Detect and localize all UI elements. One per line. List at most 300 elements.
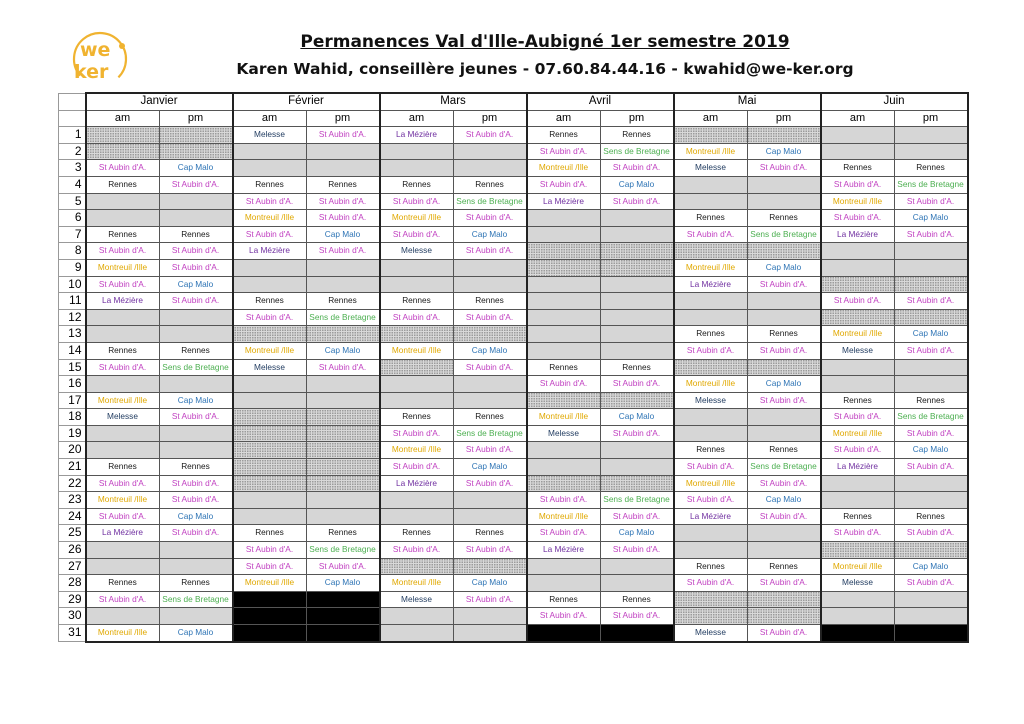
corner-cell (59, 93, 86, 110)
holiday-cell (747, 591, 821, 608)
closed-cell (600, 226, 674, 243)
holiday-cell (821, 542, 895, 559)
closed-cell (233, 160, 307, 177)
nonexistent-day-cell (306, 625, 380, 642)
schedule-cell: St Aubin d'A. (600, 508, 674, 525)
schedule-cell: Montreuil /Ille (380, 342, 454, 359)
table-row (59, 575, 968, 592)
closed-cell (233, 392, 307, 409)
closed-cell (674, 293, 748, 310)
schedule-table (58, 92, 969, 643)
closed-cell (233, 492, 307, 509)
schedule-cell: St Aubin d'A. (894, 425, 968, 442)
schedule-cell: Rennes (527, 359, 601, 376)
schedule-cell: Melesse (821, 575, 895, 592)
closed-cell (380, 492, 454, 509)
schedule-cell: Rennes (380, 176, 454, 193)
closed-cell (821, 475, 895, 492)
schedule-cell: Rennes (86, 176, 160, 193)
schedule-cell: Cap Malo (159, 508, 233, 525)
holiday-cell (527, 475, 601, 492)
schedule-cell: Rennes (86, 226, 160, 243)
table-row (59, 475, 968, 492)
slot-header: am (821, 110, 895, 127)
closed-cell (380, 625, 454, 642)
closed-cell (453, 608, 527, 625)
schedule-cell: Cap Malo (453, 575, 527, 592)
day-number: 18 (59, 409, 86, 426)
schedule-cell: St Aubin d'A. (527, 143, 601, 160)
schedule-cell: Rennes (86, 342, 160, 359)
schedule-cell: St Aubin d'A. (453, 309, 527, 326)
schedule-cell: Rennes (453, 293, 527, 310)
schedule-cell: St Aubin d'A. (894, 575, 968, 592)
closed-cell (86, 326, 160, 343)
schedule-cell: St Aubin d'A. (380, 226, 454, 243)
table-row (59, 542, 968, 559)
holiday-cell (674, 608, 748, 625)
schedule-cell: St Aubin d'A. (233, 226, 307, 243)
closed-cell (821, 143, 895, 160)
holiday-cell (306, 475, 380, 492)
schedule-cell: St Aubin d'A. (747, 625, 821, 642)
closed-cell (674, 525, 748, 542)
schedule-cell: St Aubin d'A. (453, 442, 527, 459)
schedule-cell: Cap Malo (306, 575, 380, 592)
holiday-cell (674, 359, 748, 376)
schedule-cell: Rennes (233, 176, 307, 193)
schedule-cell: Montreuil /Ille (86, 392, 160, 409)
closed-cell (600, 309, 674, 326)
nonexistent-day-cell (306, 608, 380, 625)
day-number: 23 (59, 492, 86, 509)
schedule-cell: St Aubin d'A. (233, 542, 307, 559)
schedule-cell: St Aubin d'A. (306, 193, 380, 210)
schedule-cell: Rennes (747, 442, 821, 459)
schedule-cell: Montreuil /Ille (527, 508, 601, 525)
schedule-cell: St Aubin d'A. (86, 475, 160, 492)
closed-cell (527, 442, 601, 459)
schedule-cell: Melesse (233, 359, 307, 376)
schedule-cell: La Mézière (86, 293, 160, 310)
schedule-cell: Rennes (159, 459, 233, 476)
schedule-cell: Rennes (527, 127, 601, 144)
schedule-cell: Rennes (600, 591, 674, 608)
schedule-cell: Cap Malo (600, 409, 674, 426)
schedule-cell: Rennes (380, 293, 454, 310)
closed-cell (159, 309, 233, 326)
holiday-cell (527, 259, 601, 276)
schedule-cell: St Aubin d'A. (159, 176, 233, 193)
schedule-cell: Montreuil /Ille (674, 259, 748, 276)
table-row (59, 425, 968, 442)
schedule-cell: Cap Malo (306, 342, 380, 359)
schedule-cell: Melesse (674, 392, 748, 409)
page-title: Permanences Val d'Ille-Aubigné 1er semestre 2019 (300, 32, 790, 52)
holiday-cell (674, 127, 748, 144)
schedule-cell: La Mézière (527, 542, 601, 559)
day-number: 24 (59, 508, 86, 525)
table-row (59, 376, 968, 393)
day-number: 9 (59, 259, 86, 276)
schedule-cell: St Aubin d'A. (86, 160, 160, 177)
closed-cell (894, 475, 968, 492)
holiday-cell (747, 359, 821, 376)
closed-cell (747, 193, 821, 210)
table-row (59, 392, 968, 409)
schedule-cell: St Aubin d'A. (453, 475, 527, 492)
month-header: Juin (821, 93, 968, 110)
closed-cell (821, 608, 895, 625)
schedule-cell: Rennes (821, 392, 895, 409)
schedule-cell: St Aubin d'A. (233, 558, 307, 575)
closed-cell (159, 193, 233, 210)
closed-cell (233, 143, 307, 160)
closed-cell (600, 459, 674, 476)
table-row (59, 176, 968, 193)
holiday-cell (674, 591, 748, 608)
table-row (59, 293, 968, 310)
slot-header: am (380, 110, 454, 127)
schedule-cell: Melesse (380, 243, 454, 260)
table-row (59, 442, 968, 459)
table-row (59, 492, 968, 509)
day-number: 29 (59, 591, 86, 608)
holiday-cell (894, 542, 968, 559)
closed-cell (821, 243, 895, 260)
schedule-cell: St Aubin d'A. (600, 542, 674, 559)
closed-cell (306, 143, 380, 160)
corner-cell (59, 110, 86, 127)
schedule-cell: Sens de Bretagne (747, 459, 821, 476)
closed-cell (527, 326, 601, 343)
logo-text-top: we (80, 39, 111, 61)
table-row (59, 210, 968, 227)
slot-header: pm (306, 110, 380, 127)
day-number: 31 (59, 625, 86, 642)
closed-cell (747, 542, 821, 559)
holiday-cell (600, 475, 674, 492)
holiday-cell (600, 259, 674, 276)
schedule-cell: Montreuil /Ille (821, 558, 895, 575)
holiday-cell (159, 127, 233, 144)
schedule-cell: Rennes (380, 409, 454, 426)
closed-cell (600, 293, 674, 310)
table-row (59, 226, 968, 243)
closed-cell (894, 492, 968, 509)
page-subtitle: Karen Wahid, conseillère jeunes - 07.60.84.44.16 - kwahid@we-ker.org (236, 60, 854, 78)
schedule-cell: Rennes (86, 575, 160, 592)
schedule-cell: Cap Malo (453, 226, 527, 243)
table-row (59, 276, 968, 293)
schedule-cell: St Aubin d'A. (674, 492, 748, 509)
schedule-cell: St Aubin d'A. (380, 425, 454, 442)
day-number: 8 (59, 243, 86, 260)
holiday-cell (453, 558, 527, 575)
closed-cell (380, 143, 454, 160)
schedule-cell: Rennes (306, 525, 380, 542)
closed-cell (527, 293, 601, 310)
closed-cell (159, 442, 233, 459)
day-number: 10 (59, 276, 86, 293)
closed-cell (821, 259, 895, 276)
schedule-cell: Rennes (233, 293, 307, 310)
schedule-cell: Melesse (86, 409, 160, 426)
slot-header: pm (747, 110, 821, 127)
day-number: 14 (59, 342, 86, 359)
schedule-cell: Rennes (600, 127, 674, 144)
table-row (59, 127, 968, 144)
schedule-cell: St Aubin d'A. (600, 193, 674, 210)
closed-cell (86, 608, 160, 625)
holiday-cell (894, 309, 968, 326)
schedule-cell: Cap Malo (894, 326, 968, 343)
closed-cell (380, 508, 454, 525)
schedule-cell: Melesse (527, 425, 601, 442)
closed-cell (453, 376, 527, 393)
closed-cell (86, 376, 160, 393)
schedule-cell: St Aubin d'A. (306, 210, 380, 227)
schedule-cell: Cap Malo (894, 210, 968, 227)
slot-header-row (59, 110, 968, 127)
holiday-cell (600, 392, 674, 409)
holiday-cell (453, 326, 527, 343)
day-number: 22 (59, 475, 86, 492)
closed-cell (747, 176, 821, 193)
schedule-cell: Rennes (306, 293, 380, 310)
closed-cell (894, 591, 968, 608)
closed-cell (600, 276, 674, 293)
schedule-cell: Rennes (747, 326, 821, 343)
holiday-cell (380, 558, 454, 575)
closed-cell (747, 425, 821, 442)
schedule-cell: St Aubin d'A. (821, 210, 895, 227)
holiday-cell (159, 143, 233, 160)
schedule-cell: St Aubin d'A. (453, 591, 527, 608)
schedule-cell: St Aubin d'A. (600, 376, 674, 393)
closed-cell (306, 259, 380, 276)
schedule-cell: Montreuil /Ille (527, 409, 601, 426)
schedule-cell: St Aubin d'A. (527, 492, 601, 509)
closed-cell (86, 309, 160, 326)
closed-cell (380, 392, 454, 409)
schedule-cell: St Aubin d'A. (894, 226, 968, 243)
schedule-cell: Sens de Bretagne (600, 143, 674, 160)
nonexistent-day-cell (233, 591, 307, 608)
schedule-cell: St Aubin d'A. (674, 459, 748, 476)
closed-cell (306, 376, 380, 393)
month-header: Mai (674, 93, 821, 110)
schedule-cell: St Aubin d'A. (86, 276, 160, 293)
closed-cell (380, 259, 454, 276)
schedule-cell: Rennes (159, 226, 233, 243)
schedule-cell: St Aubin d'A. (159, 259, 233, 276)
closed-cell (86, 542, 160, 559)
closed-cell (159, 608, 233, 625)
schedule-cell: Cap Malo (159, 276, 233, 293)
table-row (59, 143, 968, 160)
schedule-cell: Rennes (674, 442, 748, 459)
schedule-cell: St Aubin d'A. (380, 459, 454, 476)
schedule-cell: Rennes (380, 525, 454, 542)
schedule-cell: Cap Malo (453, 459, 527, 476)
schedule-cell: Cap Malo (894, 558, 968, 575)
schedule-cell: Montreuil /Ille (233, 575, 307, 592)
closed-cell (233, 276, 307, 293)
closed-cell (380, 276, 454, 293)
schedule-cell: La Mézière (527, 193, 601, 210)
slot-header: pm (453, 110, 527, 127)
holiday-cell (233, 326, 307, 343)
schedule-cell: Rennes (821, 508, 895, 525)
table-row (59, 525, 968, 542)
slot-header: am (86, 110, 160, 127)
schedule-cell: St Aubin d'A. (747, 475, 821, 492)
table-row (59, 342, 968, 359)
schedule-cell: St Aubin d'A. (674, 226, 748, 243)
nonexistent-day-cell (306, 591, 380, 608)
schedule-cell: St Aubin d'A. (821, 525, 895, 542)
schedule-cell: Rennes (600, 359, 674, 376)
closed-cell (306, 392, 380, 409)
schedule-cell: Sens de Bretagne (894, 409, 968, 426)
schedule-cell: Cap Malo (747, 259, 821, 276)
closed-cell (894, 608, 968, 625)
schedule-cell: St Aubin d'A. (527, 608, 601, 625)
schedule-cell: St Aubin d'A. (894, 525, 968, 542)
closed-cell (600, 575, 674, 592)
schedule-cell: St Aubin d'A. (159, 475, 233, 492)
schedule-cell: Cap Malo (747, 376, 821, 393)
table-row (59, 326, 968, 343)
holiday-cell (894, 276, 968, 293)
logo-text-bottom: ker (74, 61, 109, 83)
closed-cell (894, 127, 968, 144)
schedule-cell: Montreuil /Ille (821, 193, 895, 210)
day-number: 21 (59, 459, 86, 476)
closed-cell (233, 508, 307, 525)
schedule-cell: St Aubin d'A. (86, 591, 160, 608)
day-number: 6 (59, 210, 86, 227)
closed-cell (527, 309, 601, 326)
schedule-cell: St Aubin d'A. (747, 276, 821, 293)
schedule-cell: Rennes (159, 342, 233, 359)
schedule-cell: Rennes (747, 558, 821, 575)
nonexistent-day-cell (600, 625, 674, 642)
schedule-cell: Rennes (894, 508, 968, 525)
holiday-cell (306, 425, 380, 442)
table-row (59, 193, 968, 210)
schedule-cell: St Aubin d'A. (527, 176, 601, 193)
holiday-cell (86, 143, 160, 160)
holiday-cell (380, 326, 454, 343)
closed-cell (674, 409, 748, 426)
schedule-cell: Cap Malo (159, 392, 233, 409)
schedule-cell: St Aubin d'A. (380, 193, 454, 210)
month-header: Avril (527, 93, 674, 110)
schedule-cell: St Aubin d'A. (86, 243, 160, 260)
schedule-cell: Cap Malo (747, 143, 821, 160)
slot-header: am (233, 110, 307, 127)
closed-cell (306, 492, 380, 509)
schedule-cell: St Aubin d'A. (159, 492, 233, 509)
closed-cell (86, 193, 160, 210)
schedule-cell: Montreuil /Ille (86, 259, 160, 276)
schedule-cell: Cap Malo (894, 442, 968, 459)
closed-cell (894, 259, 968, 276)
schedule-cell: St Aubin d'A. (306, 127, 380, 144)
schedule-cell: Montreuil /Ille (821, 326, 895, 343)
schedule-cell: La Mézière (674, 276, 748, 293)
table-row (59, 243, 968, 260)
schedule-cell: Montreuil /Ille (233, 210, 307, 227)
day-number: 28 (59, 575, 86, 592)
schedule-cell: St Aubin d'A. (894, 459, 968, 476)
holiday-cell (233, 409, 307, 426)
day-number: 20 (59, 442, 86, 459)
schedule-cell: Rennes (747, 210, 821, 227)
day-number: 11 (59, 293, 86, 310)
holiday-cell (306, 409, 380, 426)
slot-header: pm (159, 110, 233, 127)
closed-cell (453, 259, 527, 276)
schedule-cell: La Mézière (380, 475, 454, 492)
closed-cell (527, 210, 601, 227)
day-number: 17 (59, 392, 86, 409)
closed-cell (674, 542, 748, 559)
schedule-cell: St Aubin d'A. (453, 359, 527, 376)
schedule-cell: Sens de Bretagne (306, 542, 380, 559)
day-number: 2 (59, 143, 86, 160)
table-row (59, 359, 968, 376)
slot-header: pm (894, 110, 968, 127)
closed-cell (380, 376, 454, 393)
schedule-cell: St Aubin d'A. (380, 542, 454, 559)
holiday-cell (674, 243, 748, 260)
closed-cell (894, 359, 968, 376)
schedule-cell: St Aubin d'A. (821, 176, 895, 193)
closed-cell (527, 575, 601, 592)
closed-cell (821, 492, 895, 509)
schedule-cell: Cap Malo (600, 525, 674, 542)
schedule-cell: St Aubin d'A. (894, 342, 968, 359)
schedule-cell: St Aubin d'A. (233, 309, 307, 326)
day-number: 25 (59, 525, 86, 542)
schedule-cell: St Aubin d'A. (86, 508, 160, 525)
table-row (59, 608, 968, 625)
schedule-cell: St Aubin d'A. (747, 160, 821, 177)
schedule-cell: Cap Malo (747, 492, 821, 509)
schedule-cell: St Aubin d'A. (527, 376, 601, 393)
closed-cell (894, 243, 968, 260)
schedule-cell: Rennes (674, 210, 748, 227)
schedule-cell: Sens de Bretagne (894, 176, 968, 193)
closed-cell (380, 608, 454, 625)
closed-cell (674, 176, 748, 193)
closed-cell (159, 210, 233, 227)
table-row (59, 508, 968, 525)
month-header: Février (233, 93, 380, 110)
schedule-cell: St Aubin d'A. (747, 342, 821, 359)
holiday-cell (747, 608, 821, 625)
schedule-cell: St Aubin d'A. (86, 359, 160, 376)
closed-cell (894, 143, 968, 160)
schedule-cell: St Aubin d'A. (527, 525, 601, 542)
closed-cell (674, 425, 748, 442)
schedule-cell: Montreuil /Ille (674, 376, 748, 393)
schedule-cell: St Aubin d'A. (821, 442, 895, 459)
schedule-cell: Rennes (674, 558, 748, 575)
